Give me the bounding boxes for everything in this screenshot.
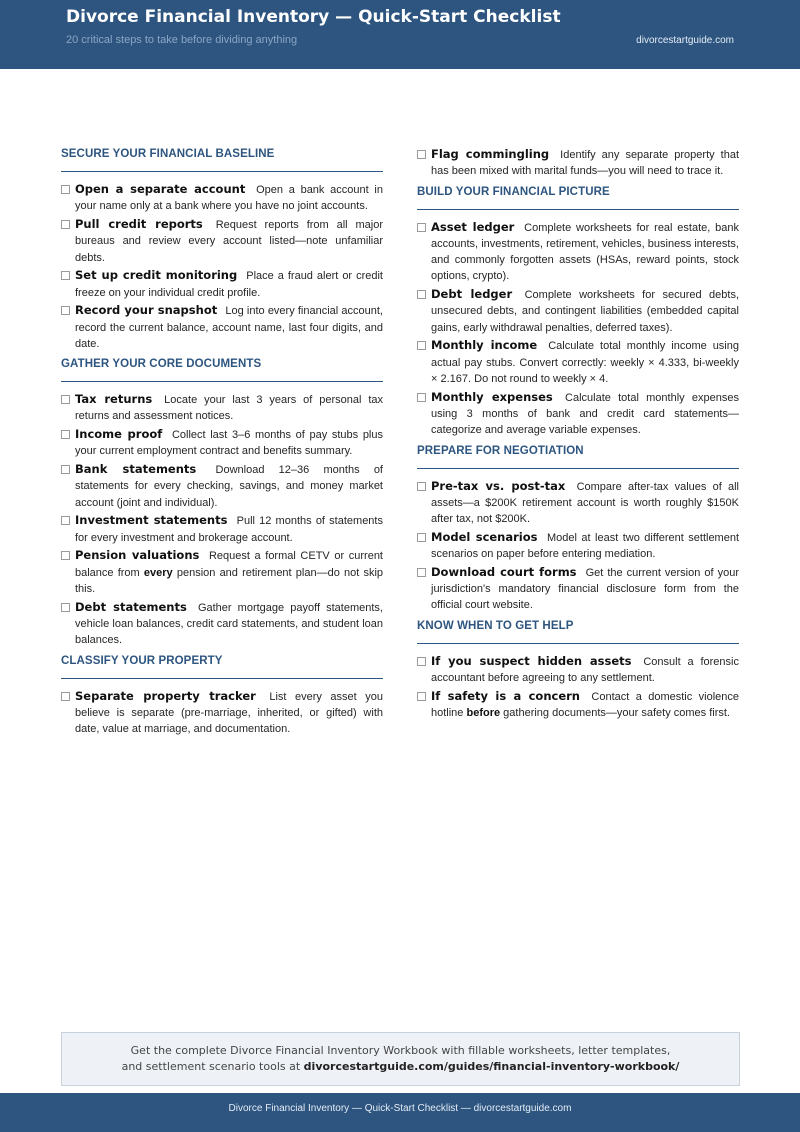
checklist-item (417, 286, 739, 336)
item-text: Request reports from all major bureaus and review every account listed—note unfamiliar debts. (75, 218, 383, 264)
checkbox-icon[interactable] (61, 220, 70, 229)
section-divider (61, 381, 383, 382)
item-text: Calculate total monthly expenses using 3 months of bank and credit card statements—categorize and average variable expenses. (431, 391, 739, 437)
item-label: Bank statements (75, 462, 197, 477)
page-footer (0, 1093, 800, 1132)
item-label: Open a separate account (75, 182, 246, 196)
item-label: Monthly expenses (431, 389, 553, 404)
item-text: Model at least two different settlement scenarios on paper before entering mediation. (431, 531, 740, 561)
section-title: PREPARE FOR NEGOTIATION (417, 444, 584, 457)
item-label: Income proof (75, 427, 163, 442)
checklist-item (417, 653, 739, 687)
callout-prefix: and settlement scenario tools at (121, 1059, 301, 1073)
checkbox-icon[interactable] (61, 430, 70, 439)
checklist-item (61, 547, 383, 597)
section-divider (417, 468, 739, 469)
checkbox-icon[interactable] (417, 568, 426, 577)
section-get-help (417, 618, 739, 722)
workbook-link[interactable]: divorcestartguide.com/guides/financial-inventory-workbook/ (303, 1059, 680, 1073)
checkbox-icon[interactable] (417, 290, 426, 299)
page-header (0, 0, 800, 69)
checklist-item (61, 461, 383, 511)
item-text: Get the current version of your jurisdiction's mandatory financial disclosure form from the official court website. (431, 566, 739, 612)
item-label: If safety is a concern (431, 688, 580, 703)
section-financial-picture (417, 184, 739, 439)
item-text: pension and retirement plan—do not skip this. (75, 566, 384, 595)
checkbox-icon[interactable] (417, 482, 426, 491)
checklist-item (417, 478, 739, 528)
checklist-item (61, 181, 383, 215)
checklist-item (417, 219, 739, 285)
item-text: Calculate total monthly income using actual pay stubs. Convert correctly: weekly × 4.333, bi-weekly × 2.167. Do not round to weekly × 4. (431, 340, 739, 386)
checklist-item (61, 426, 383, 460)
checkbox-icon[interactable] (417, 150, 426, 159)
checkbox-icon[interactable] (61, 516, 70, 525)
section-title: KNOW WHEN TO GET HELP (417, 619, 574, 632)
item-text: Download 12–36 months of statements for every checking, savings, and money market account (joint and individual). (75, 464, 383, 509)
section-classify-property (61, 653, 383, 738)
item-label: Model scenarios (431, 529, 538, 544)
item-text: Contact a domestic violence hotline (431, 690, 740, 720)
section-core-documents (61, 356, 383, 648)
checkbox-icon[interactable] (417, 657, 426, 666)
item-label: Pull credit reports (75, 216, 203, 231)
item-emphasis: before (466, 707, 501, 720)
section-title: SECURE YOUR FINANCIAL BASELINE (61, 148, 275, 160)
item-text: Pull 12 months of statements for every investment and brokerage account. (75, 515, 383, 544)
checklist-item (61, 267, 383, 301)
checkbox-icon[interactable] (417, 393, 426, 402)
item-label: Download court forms (431, 564, 577, 579)
checkbox-icon[interactable] (417, 533, 426, 542)
checklist-item (61, 216, 383, 266)
item-label: Separate property tracker (75, 688, 256, 703)
header-site-link[interactable]: divorcestartguide.com (636, 35, 734, 46)
item-text: Consult a forensic accountant before agreeing to any settlement. (431, 655, 739, 685)
checklist-item (61, 599, 383, 649)
checklist-item (61, 391, 383, 425)
checkbox-icon[interactable] (61, 395, 70, 404)
item-text: List every asset you believe is separate (pre-marriage, inherited, or gifted) with date, value at marriage, and documentation. (75, 690, 383, 736)
checkbox-icon[interactable] (417, 223, 426, 232)
item-text: Gather mortgage payoff statements, vehicle loan balances, credit card statements, and student loan balances. (75, 601, 383, 647)
section-divider (61, 678, 383, 679)
item-label: Set up credit monitoring (75, 268, 238, 283)
item-text: gathering documents—your safety comes first. (503, 707, 730, 720)
left-column (61, 146, 383, 739)
workbook-callout (61, 1032, 740, 1086)
item-label: Record your snapshot (75, 303, 218, 318)
checklist-item (417, 389, 739, 439)
item-label: Pre-tax vs. post-tax (431, 478, 566, 493)
callout-line: Get the complete Divorce Financial Inventory Workbook with fillable worksheets, letter templates, (130, 1044, 671, 1057)
page-title: Divorce Financial Inventory — Quick-Start Checklist (66, 7, 561, 27)
section-classify-property-continued (417, 146, 739, 180)
item-label: Pension valuations (75, 548, 200, 563)
item-text: Collect last 3–6 months of pay stubs plus your current employment contract and benefits summary. (75, 429, 383, 458)
checkbox-icon[interactable] (61, 306, 70, 315)
item-text: Compare after-tax values of all assets—a $200K retirement account is worth roughly $150K after tax, not $200K. (431, 480, 740, 526)
item-emphasis: every (143, 566, 173, 579)
section-divider (417, 643, 739, 644)
item-label: Flag commingling (431, 147, 550, 161)
section-title: GATHER YOUR CORE DOCUMENTS (61, 358, 262, 371)
item-text: Identify any separate property that has been mixed with marital funds—you will need to trace it. (431, 149, 740, 178)
item-label: Asset ledger (431, 219, 515, 234)
callout-line (62, 1059, 739, 1075)
section-divider (417, 209, 739, 210)
checkbox-icon[interactable] (417, 341, 426, 350)
item-text: Complete worksheets for real estate, bank accounts, investments, retirement, vehicles, business interests, and commonly forgotten assets (HSAs, reward points, stock options, crypto). (431, 221, 739, 283)
checkbox-icon[interactable] (61, 692, 70, 701)
checkbox-icon[interactable] (61, 551, 70, 560)
checklist-item (417, 564, 739, 614)
item-label: Monthly income (431, 338, 538, 353)
section-title: BUILD YOUR FINANCIAL PICTURE (417, 185, 610, 198)
section-negotiation (417, 443, 739, 614)
right-column (417, 146, 739, 723)
checklist-item (417, 688, 739, 722)
item-label: Tax returns (75, 392, 153, 407)
item-text: Place a fraud alert or credit freeze on your individual credit profile. (75, 270, 383, 299)
item-text: Locate your last 3 years of personal tax returns and assessment notices. (75, 394, 384, 423)
checkbox-icon[interactable] (61, 271, 70, 280)
checkbox-icon[interactable] (417, 692, 426, 701)
section-secure-baseline (61, 146, 383, 352)
item-label: Debt statements (75, 599, 187, 614)
footer-text: Divorce Financial Inventory — Quick-Start Checklist — divorcestartguide.com (228, 1103, 572, 1114)
checkbox-icon[interactable] (61, 465, 70, 474)
checklist-item (61, 302, 383, 352)
item-label: Investment statements (75, 513, 228, 528)
item-label: Debt ledger (431, 287, 513, 302)
checklist-item (417, 146, 739, 180)
checkbox-icon[interactable] (61, 603, 70, 612)
checklist-item (417, 529, 739, 563)
item-text: Open a bank account in your name only at a bank where you have no joint accounts. (75, 184, 383, 213)
item-text: Log into every financial account, record the current balance, account name, last four digits, and date. (75, 305, 383, 350)
page-subtitle: 20 critical steps to take before dividing anything (66, 34, 298, 46)
checklist-item (61, 688, 383, 738)
checklist-item (417, 337, 739, 387)
section-title: CLASSIFY YOUR PROPERTY (61, 654, 223, 667)
section-divider (61, 171, 383, 172)
checkbox-icon[interactable] (61, 185, 70, 194)
item-label: If you suspect hidden assets (431, 653, 632, 668)
checklist-item (61, 512, 383, 546)
item-text: Complete worksheets for secured debts, unsecured debts, and contingent liabilities (embedded capital gains, early withdrawal penalties, deferred taxes). (431, 289, 739, 334)
item-text: Request a formal CETV or current balance from (75, 550, 383, 579)
